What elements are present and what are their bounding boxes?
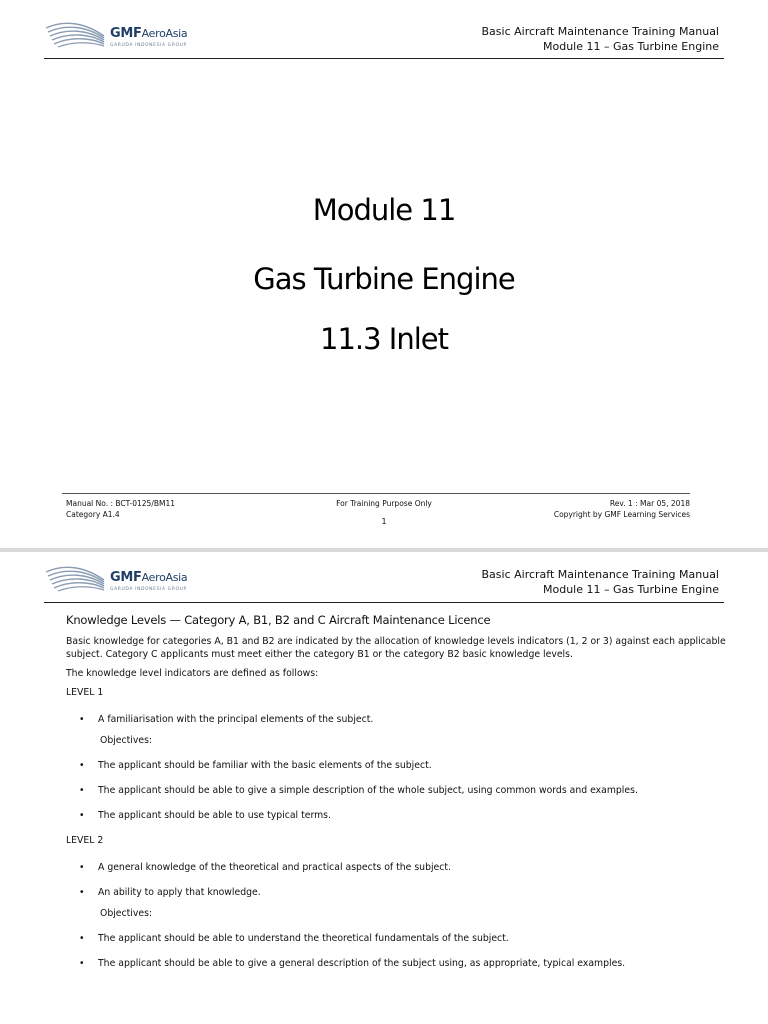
level-1-heading: LEVEL 1: [66, 687, 104, 698]
footer-training-note: For Training Purpose Only: [336, 499, 432, 508]
cover-title-subject: Gas Turbine Engine: [253, 262, 515, 296]
intro-paragraph: Basic knowledge for categories A, B1 and B2 are indicated by the allocation of knowledge levels indicators (1, 2 or 3) against each applicable subject. Category C applicants must meet either the category B1 or the category B2 basic knowledge levels.: [66, 636, 726, 660]
header-manual-title: Basic Aircraft Maintenance Training Manual: [481, 25, 719, 38]
logo-subtitle: GARUDA INDONESIA GROUP: [110, 43, 187, 48]
definition-paragraph: The knowledge level indicators are defined as follows:: [66, 668, 319, 679]
bullet-icon: •: [79, 760, 85, 771]
gmf-logo: [44, 558, 204, 598]
swoosh-icon: [44, 558, 108, 598]
header-module-title: Module 11 – Gas Turbine Engine: [543, 40, 719, 53]
bullet-icon: •: [79, 958, 85, 969]
cover-title-section: 11.3 Inlet: [320, 322, 448, 356]
bullet-icon: •: [79, 785, 85, 796]
footer-divider: [62, 493, 690, 494]
level-2-heading: LEVEL 2: [66, 835, 104, 846]
swoosh-icon: [44, 14, 108, 54]
footer-revision: Rev. 1 : Mar 05, 2018: [609, 499, 690, 508]
bullet-icon: •: [79, 862, 85, 873]
objectives-label: Objectives:: [100, 908, 153, 919]
bullet-icon: •: [79, 810, 85, 821]
level-1-objectives: [66, 759, 726, 822]
bullet-icon: •: [79, 887, 85, 898]
footer-category: Category A1.4: [66, 510, 120, 519]
bullet-icon: •: [79, 933, 85, 944]
level-2-list: [66, 861, 726, 899]
page-header: [0, 552, 768, 614]
logo-text: GMFAeroAsia: [110, 570, 188, 585]
level-2-objectives: [66, 932, 726, 970]
header-title: [482, 24, 720, 54]
list-item: • A familiarisation with the principal elements of the subject.: [79, 714, 374, 725]
list-item: • The applicant should be able to use typical terms.: [79, 810, 331, 821]
logo-text: GMFAeroAsia: [110, 26, 188, 41]
list-item: • The applicant should be familiar with the basic elements of the subject.: [79, 760, 432, 771]
level-1-list: [66, 713, 726, 726]
list-item: • The applicant should be able to give a general description of the subject using, as appropriate, typical examples.: [79, 958, 626, 969]
list-item: • The applicant should be able to give a simple description of the whole subject, using common words and examples.: [79, 785, 638, 796]
header-divider: [44, 58, 724, 59]
header-manual-title: Basic Aircraft Maintenance Training Manual: [481, 568, 719, 581]
list-item: • An ability to apply that knowledge.: [79, 887, 261, 898]
page-body: [66, 614, 726, 982]
footer-manual-no: Manual No. : BCT-0125/BM11: [66, 499, 176, 508]
header-module-title: Module 11 – Gas Turbine Engine: [543, 583, 719, 596]
list-item: • The applicant should be able to understand the theoretical fundamentals of the subject.: [79, 933, 509, 944]
content-page: [0, 552, 768, 1024]
cover-title-module: Module 11: [312, 193, 456, 227]
gmf-logo: [44, 14, 204, 54]
page-number: 1: [381, 517, 387, 526]
logo-subtitle: GARUDA INDONESIA GROUP: [110, 587, 187, 592]
section-heading: Knowledge Levels — Category A, B1, B2 and C Aircraft Maintenance Licence: [66, 613, 491, 627]
list-item: • A general knowledge of the theoretical and practical aspects of the subject.: [79, 862, 451, 873]
header-title: [482, 567, 720, 597]
objectives-label: Objectives:: [100, 735, 153, 746]
bullet-icon: •: [79, 714, 85, 725]
footer-copyright: Copyright by GMF Learning Services: [553, 510, 690, 519]
header-divider: [44, 602, 724, 603]
page-header: [0, 0, 768, 62]
